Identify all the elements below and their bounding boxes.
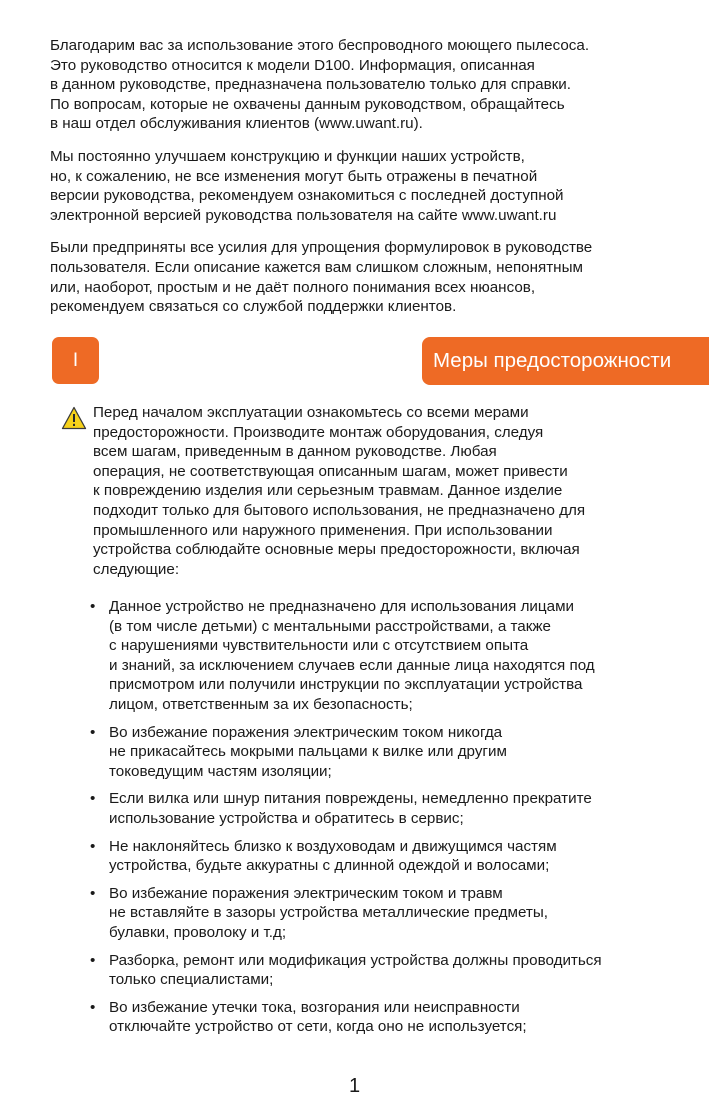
bullet-marker: • (90, 884, 96, 902)
list-item-text: Разборка, ремонт или модификация устройства должны проводиться только специалистами; (109, 951, 602, 989)
list-item (90, 998, 680, 1037)
intro-paragraph: Были предприняты все усилия для упрощения формулировок в руководстве пользователя. Если описание кажется вам слишком сложным, непонятным или, наоборот, простым и не даёт полного понимания всех нюансов, рекомендуем связаться со службой поддержки клиентов. (50, 239, 593, 316)
list-item-text: Не наклоняйтесь близко к воздуховодам и движущимся частям устройства, будьте аккуратны с длинной одеждой и волосами; (109, 837, 557, 875)
list-item (90, 837, 680, 876)
intro-paragraph: Мы постоянно улучшаем конструкцию и функции наших устройств, но, к сожалению, не все изменения могут быть отражены в печатной версии руководства, рекомендуем ознакомиться с последней доступной электронной версией руководства пользователя на сайте www.uwant.ru (50, 147, 564, 224)
list-item-text: Во избежание поражения электрическим током и травм не вставляйте в зазоры устройства металлические предметы, булавки, проволоку и т.д; (109, 884, 549, 941)
bullet-marker: • (90, 837, 96, 855)
list-item (90, 884, 680, 943)
intro-section (50, 36, 670, 330)
bullet-marker: • (90, 951, 96, 969)
warning-text: Перед началом эксплуатации ознакомьтесь со всеми мерами предосторожности. Производите монтаж оборудования, следуя всем шагам, приведенным в данном руководстве. Любая операция, не соответствующая описанным шагам, может привести к повреждению изделия или серьезным травмам. Данное изделие подходит только для бытового использования, не предназначено для промышленного или наружного применения. При использовании устройства соблюдайте основные меры предосторожности, включая следующие: (93, 404, 586, 578)
list-item (90, 597, 680, 715)
precautions-list (90, 597, 680, 1045)
bullet-marker: • (90, 998, 96, 1016)
bullet-marker: • (90, 723, 96, 741)
list-item-text: Данное устройство не предназначено для использования лицами (в том числе детьми) с ментальными расстройствами, а также с нарушениями чувствительности или с отсутствием опыта и знаний, за исключением случаев если данные лица находятся под присмотром или получили инструкции по эксплуатации устройства лицом, ответственным за их безопасность; (109, 598, 595, 713)
list-item (90, 951, 680, 990)
section-title: Меры предосторожности (422, 337, 709, 385)
bullet-marker: • (90, 598, 96, 615)
section-number-badge: I (52, 337, 99, 384)
list-item-text: Во избежание утечки тока, возгорания или неисправности отключайте устройство от сети, когда оно не используется; (109, 998, 527, 1036)
list-item (90, 789, 680, 828)
list-item-text: Если вилка или шнур питания повреждены, немедленно прекратите использование устройства и обратитесь в сервис; (109, 790, 592, 827)
intro-paragraph: Благодарим вас за использование этого беспроводного моющего пылесоса. Это руководство относится к модели D100. Информация, описанная в данном руководстве, предназначена пользователю только для справки. По вопросам, которые не охвачены данным руководством, обращайтесь в наш отдел обслуживания клиентов (www.uwant.ru). (50, 37, 590, 133)
list-item (90, 723, 680, 782)
warning-triangle-icon (61, 406, 87, 430)
page-number: 1 (348, 1075, 361, 1097)
list-item-text: Во избежание поражения электрическим током никогда не прикасайтесь мокрыми пальцами к вилке или другим токоведущим частям изоляции; (109, 723, 507, 780)
bullet-marker: • (90, 790, 96, 808)
